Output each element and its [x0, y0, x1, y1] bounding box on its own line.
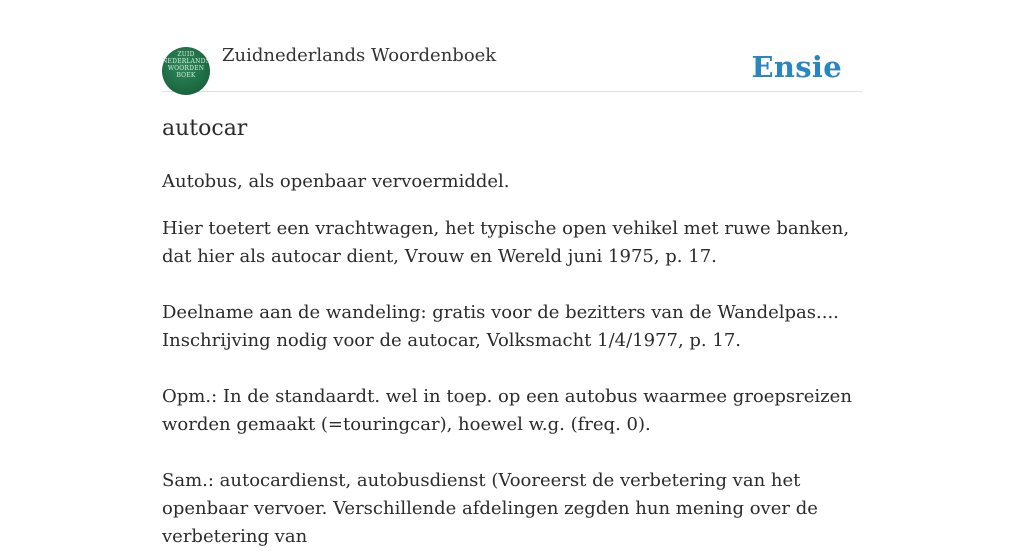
entry-example-1: Hier toetert een vrachtwagen, het typische open vehikel met ruwe banken, dat hier als autocar dient, Vrouw en Wereld juni 1975, p. 17. — [162, 218, 850, 267]
entry-definition: Autobus, als openbaar vervoermiddel. — [162, 171, 510, 192]
entry-note: Opm.: In de standaardt. wel in toep. op een autobus waarmee groepsreizen worden gemaakt (=touringcar), hoewel w.g. (freq. 0). — [162, 386, 852, 435]
header — [162, 0, 862, 92]
logo-text — [162, 51, 210, 79]
entry-example-2: Deelname aan de wandeling: gratis voor de bezitters van de Wandelpas.... Inschrijving nodig voor de autocar, Volksmacht 1/4/1977, p. 17. — [162, 302, 839, 351]
logo-line-4: BOEK — [176, 72, 196, 79]
page-container — [162, 0, 862, 547]
site-title[interactable]: Zuidnederlands Woordenboek — [222, 45, 497, 66]
dictionary-logo[interactable] — [162, 47, 210, 95]
logo-line-1: ZUID — [177, 51, 195, 58]
logo-line-2: NEDERLANDS — [162, 58, 210, 65]
entry-headword: autocar — [162, 116, 248, 141]
ensie-brand-logo[interactable]: Ensie — [751, 50, 842, 84]
entry-compounds: Sam.: autocardienst, autobusdienst (Vooreerst de verbetering van het openbaar vervoer. Verschillende afdelingen zegden hun mening over de verbetering van — [162, 470, 818, 547]
logo-line-3: WOORDEN — [167, 65, 205, 72]
